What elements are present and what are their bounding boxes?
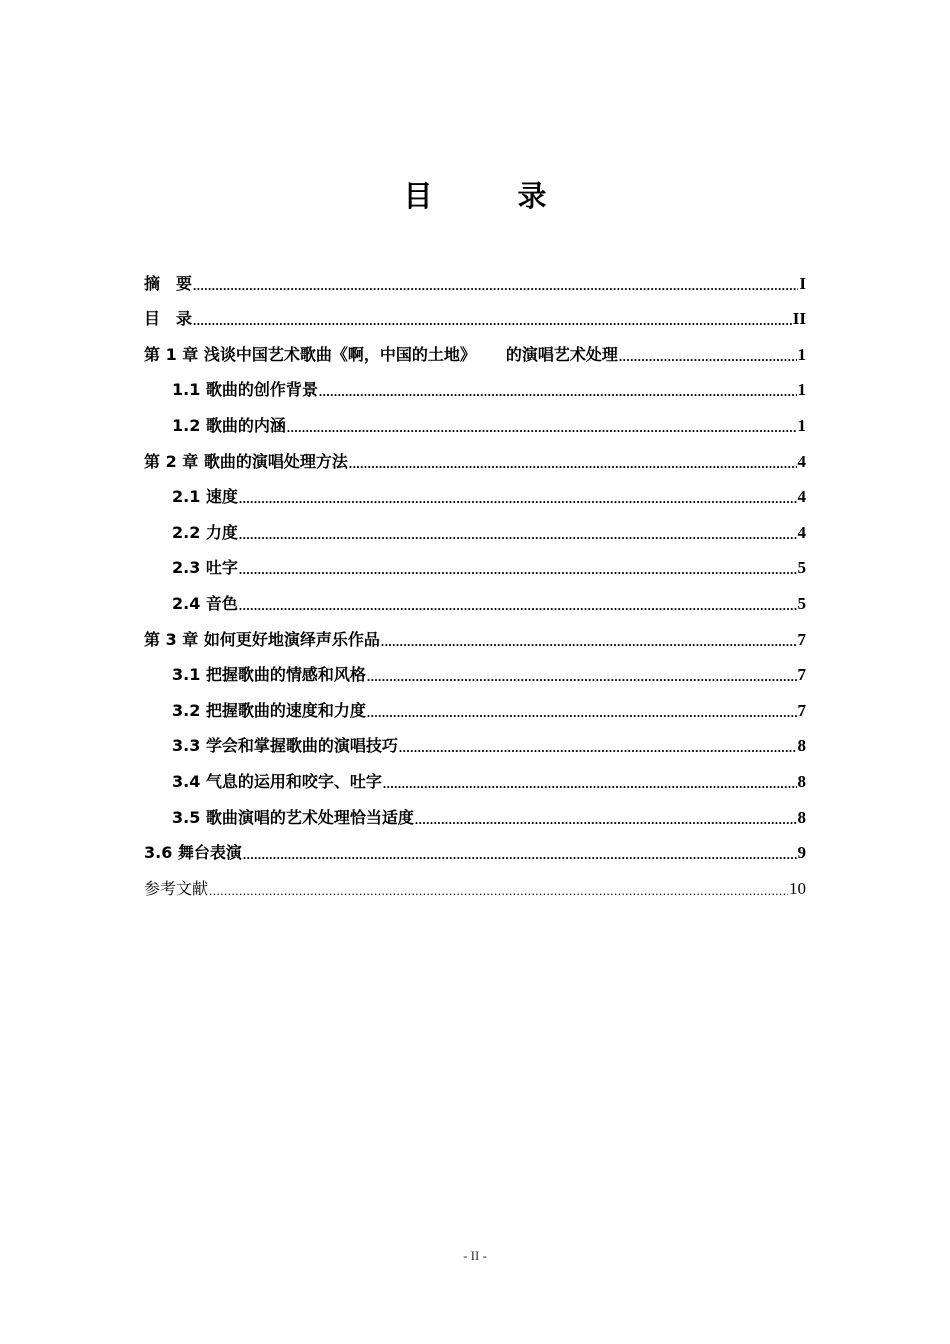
toc-entry-label: 1.2 歌曲的内涵 [172, 415, 286, 435]
toc-dot-leader [367, 668, 797, 686]
toc-page-number: 9 [797, 843, 806, 863]
toc-page-number: 7 [797, 665, 806, 685]
toc-dot-leader [349, 455, 797, 473]
toc-entry-3-5[interactable] [144, 793, 806, 829]
toc-page-number: 8 [797, 771, 806, 791]
toc-page-number: 1 [797, 344, 806, 364]
toc-entry-label [144, 344, 618, 366]
toc-page-number: 7 [797, 629, 806, 649]
toc-entry-3-3[interactable] [144, 722, 806, 758]
toc-page-number: 4 [797, 522, 806, 542]
toc-page-number: I [799, 273, 806, 293]
toc-entry-1-1[interactable] [144, 366, 806, 402]
toc-entry-label: 摘 要 [144, 273, 193, 293]
toc-entry-chapter-1[interactable] [144, 330, 806, 366]
toc-entry-label: 2.3 吐字 [172, 558, 238, 578]
toc-entry-2-2[interactable] [144, 508, 806, 544]
toc-dot-leader [399, 739, 797, 757]
toc-entry-3-2[interactable] [144, 686, 806, 722]
toc-entry-label-part-b: 的演唱艺术处理 [505, 344, 618, 364]
toc-entry-chapter-3[interactable] [144, 615, 806, 651]
toc-entry-label: 2.1 速度 [172, 487, 238, 507]
toc-page-number: 5 [797, 593, 806, 613]
toc-dot-leader [239, 561, 797, 579]
toc-dot-leader [193, 277, 798, 295]
toc-dot-leader [193, 312, 792, 330]
toc-dot-leader [381, 633, 797, 651]
toc-dot-leader [287, 419, 797, 437]
toc-dot-leader [209, 882, 788, 900]
toc-dot-leader [239, 597, 797, 615]
page-number-footer: - II - [463, 1248, 487, 1263]
toc-page-number: 4 [797, 451, 806, 471]
toc-dot-leader [383, 775, 797, 793]
toc-dot-leader [239, 526, 797, 544]
toc-entry-abstract[interactable] [144, 259, 806, 295]
toc-entry-3-6[interactable] [144, 829, 806, 865]
toc-page-number: 7 [797, 700, 806, 720]
toc-entry-label-part-a: 第 1 章 浅谈中国艺术歌曲《啊，中国的土地》 [144, 344, 476, 364]
toc-entry-label: 第 2 章 歌曲的演唱处理方法 [144, 451, 348, 471]
toc-entry-2-4[interactable] [144, 579, 806, 615]
toc-entry-label: 参考文献 [144, 878, 209, 898]
toc-dot-leader [619, 348, 797, 366]
toc-page-number: 8 [797, 807, 806, 827]
toc-page-number: II [792, 309, 806, 329]
toc-entry-1-2[interactable] [144, 401, 806, 437]
toc-page-number: 5 [797, 558, 806, 578]
toc-entry-label: 3.2 把握歌曲的速度和力度 [172, 700, 366, 720]
toc-page-number: 4 [797, 487, 806, 507]
toc-entry-label: 3.1 把握歌曲的情感和风格 [172, 665, 366, 685]
toc-entry-label: 3.4 气息的运用和咬字、吐字 [172, 771, 382, 791]
toc-entry-label: 3.5 歌曲演唱的艺术处理恰当适度 [172, 807, 414, 827]
toc-entry-label: 目 录 [144, 309, 193, 329]
toc-page-number: 1 [797, 380, 806, 400]
toc-entry-2-3[interactable] [144, 544, 806, 580]
toc-entry-chapter-2[interactable] [144, 437, 806, 473]
toc-dot-leader [239, 490, 797, 508]
toc-entry-label: 2.4 音色 [172, 593, 238, 613]
toc-dot-leader [367, 704, 797, 722]
toc-entry-label: 1.1 歌曲的创作背景 [172, 380, 318, 400]
toc-entry-3-4[interactable] [144, 757, 806, 793]
toc-entry-label: 3.6 舞台表演 [144, 843, 242, 863]
toc-entry-label: 2.2 力度 [172, 522, 238, 542]
toc-entry-label: 第 3 章 如何更好地演绎声乐作品 [144, 629, 380, 649]
toc-page-number: 1 [797, 415, 806, 435]
toc-entry-2-1[interactable] [144, 473, 806, 509]
toc-entry-references[interactable] [144, 864, 806, 900]
page-title: 目 录 [403, 179, 575, 213]
toc-entry-3-1[interactable] [144, 651, 806, 687]
table-of-contents [144, 259, 806, 900]
toc-entry-label: 3.3 学会和掌握歌曲的演唱技巧 [172, 736, 398, 756]
toc-page-number: 10 [789, 878, 806, 898]
toc-dot-leader [415, 811, 797, 829]
toc-dot-leader [319, 383, 797, 401]
toc-entry-contents[interactable] [144, 295, 806, 331]
toc-page-number: 8 [797, 736, 806, 756]
toc-dot-leader [243, 846, 797, 864]
